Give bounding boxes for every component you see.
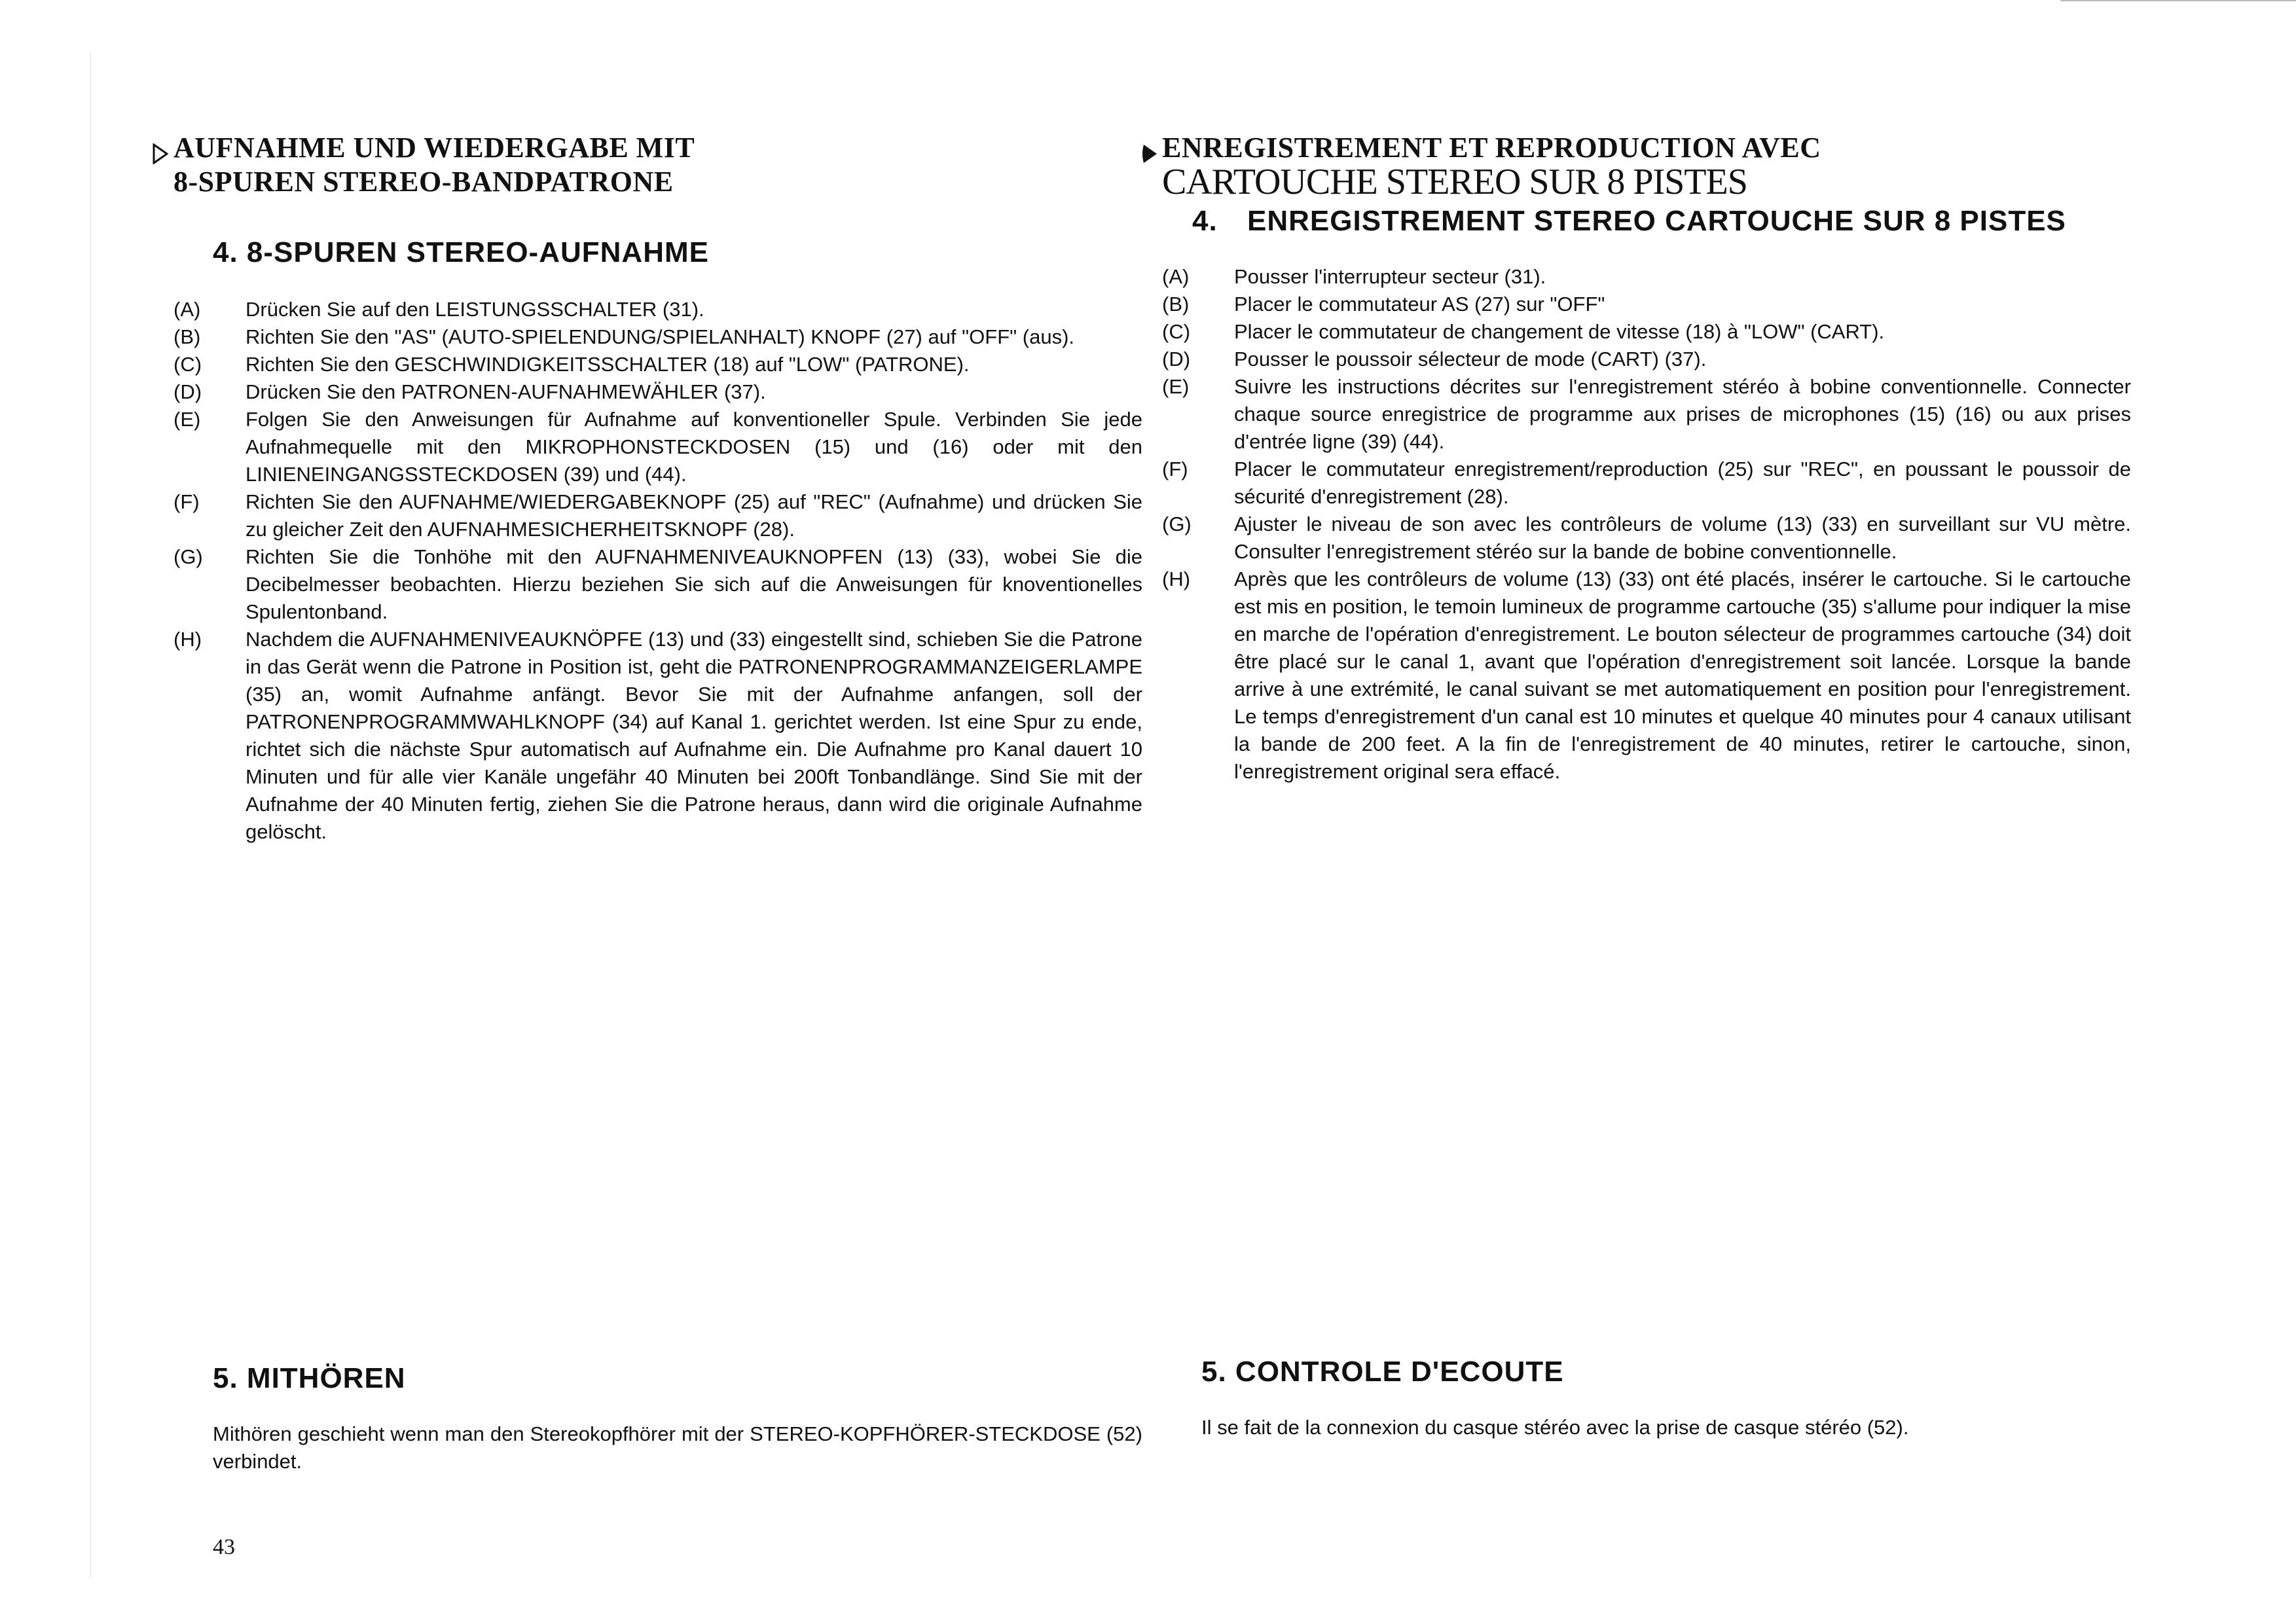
step-text: Richten Sie den GESCHWINDIGKEITSSCHALTER (18) auf "LOW" (PATRONE). — [246, 353, 970, 376]
list-item — [173, 351, 1142, 378]
step-label: (D) — [173, 380, 202, 403]
step-text: Placer le commutateur de changement de vitesse (18) à "LOW" (CART). — [1234, 320, 1885, 343]
step-text: Richten Sie die Tonhöhe mit den AUFNAHMENIVEAUKNOPFEN (13) (33), wobei Sie die Decibelmesser beobachten. Hierzu beziehen Sie sich auf die Anweisungen für knoventionelles Spulentonband. — [246, 545, 1142, 623]
step-text: Suivre les instructions décrites sur l'enregistrement stéréo à bobine conventionnelle. Connecter chaque source enregistrice de programme aux prises de microphones (15) (16) ou aux prises d'entrée ligne (39) (44). — [1234, 375, 2131, 453]
step-label: (F) — [1162, 458, 1188, 480]
french-column — [1162, 131, 2131, 785]
step-label: (A) — [173, 298, 201, 321]
step-label: (C) — [1162, 320, 1191, 343]
step-text: Richten Sie den "AS" (AUTO-SPIELENDUNG/SPIELANHALT) KNOPF (27) auf "OFF" (aus). — [246, 325, 1075, 348]
list-item — [173, 406, 1142, 488]
step-text: Placer le commutateur AS (27) sur "OFF" — [1234, 293, 1605, 316]
step-text: Drücken Sie den PATRONEN-AUFNAHMEWÄHLER (37). — [246, 380, 766, 403]
list-item — [173, 626, 1142, 846]
page-number: 43 — [213, 1535, 235, 1559]
french-section5-title: 5. CONTROLE D'ECOUTE — [1201, 1356, 1564, 1388]
scan-edge-line — [90, 52, 91, 1578]
step-label: (H) — [173, 628, 202, 651]
list-item — [1162, 318, 2131, 346]
step-text: Ajuster le niveau de son avec les contrôleurs de volume (13) (33) en surveillant sur VU mètre. Consulter l'enregistrement stéréo sur la bande de bobine conventionnelle. — [1234, 513, 2131, 563]
french-section5-text: Il se fait de la connexion du casque stéréo avec la prise de casque stéréo (52). — [1201, 1416, 1909, 1439]
list-item — [173, 323, 1142, 351]
top-edge-rule — [2060, 0, 2296, 1]
step-text: Placer le commutateur enregistrement/reproduction (25) sur "REC", en poussant le poussoir de sécurité d'enregistrement (28). — [1234, 458, 2131, 508]
step-text: Drücken Sie auf den LEISTUNGSSCHALTER (31). — [246, 298, 704, 321]
french-title-line1: ENREGISTREMENT ET REPRODUCTION AVEC — [1162, 132, 1821, 164]
french-section4-number: 4. — [1192, 205, 1218, 237]
step-text: Pousser le poussoir sélecteur de mode (CART) (37). — [1234, 348, 1707, 370]
list-item — [173, 296, 1142, 323]
german-title-line2: 8-SPUREN STEREO-BANDPATRONE — [173, 166, 674, 198]
step-label: (B) — [173, 325, 201, 348]
step-label: (D) — [1162, 348, 1191, 370]
french-section4-heading: ENREGISTREMENT STEREO CARTOUCHE SUR 8 PISTES — [1247, 205, 2066, 237]
step-label: (E) — [1162, 375, 1190, 398]
german-section5-title: 5. MITHÖREN — [213, 1362, 406, 1394]
step-label: (B) — [1162, 293, 1190, 316]
list-item — [173, 488, 1142, 543]
filled-arrow-icon — [1141, 136, 1157, 157]
step-text: Richten Sie den AUFNAHME/WIEDERGABEKNOPF (25) auf "REC" (Aufnahme) und drücken Sie zu gleicher Zeit den AUFNAHMESICHERHEITSKNOPF (28). — [246, 490, 1142, 541]
list-item — [1162, 263, 2131, 291]
german-title-line1: AUFNAHME UND WIEDERGABE MIT — [173, 132, 695, 164]
french-steps-list — [1162, 263, 2131, 785]
step-label: (E) — [173, 408, 201, 431]
step-label: (C) — [173, 353, 202, 376]
list-item — [1162, 511, 2131, 566]
step-text: Après que les contrôleurs de volume (13) (33) ont été placés, insérer le cartouche. Si le cartouche est mis en position, le temoin lumineux de programme cartouche (35) s'allume pour indiquer la mise en marche de l'opération d'enregistrement. Le bouton sélecteur de programmes cartouche (34) doit être placé sur le canal 1, avant que l'opération d'enregistrement soit lancée. Lorsque la bande arrive à une extrémité, le canal suivant se met automatiquement en position pour l'enregistrement. Le temps d'enregistrement d'un canal est 10 minutes et quelque 40 minutes pour 4 canaux utilisant la bande de 200 feet. A la fin de l'enregistrement de 40 minutes, retirer le cartouche, sinon, l'enregistrement original sera effacé. — [1234, 568, 2131, 783]
list-item — [1162, 566, 2131, 785]
step-text: Pousser l'interrupteur secteur (31). — [1234, 265, 1546, 288]
outline-triangle-icon — [153, 136, 168, 157]
list-item — [173, 378, 1142, 406]
french-section4-title — [1192, 204, 2131, 238]
step-label: (H) — [1162, 568, 1191, 590]
french-chapter-title — [1162, 131, 2131, 202]
list-item — [1162, 291, 2131, 318]
french-section5 — [1162, 1355, 2144, 1441]
german-column — [173, 131, 1142, 846]
french-title-line2: CARTOUCHE STEREO SUR 8 PISTES — [1162, 162, 1747, 202]
german-section5-text: Mithören geschieht wenn man den Stereokopfhörer mit der STEREO-KOPFHÖRER-STECKDOSE (52) verbindet. — [213, 1422, 1142, 1473]
step-text: Nachdem die AUFNAHMENIVEAUKNÖPFE (13) und (33) eingestellt sind, schieben Sie die Patrone in das Gerät wenn die Patrone in Position ist, geht die PATRONENPROGRAMMANZEIGERLAMPE (35) an, womit Aufnahme anfängt. Bevor Sie mit der Aufnahme anfangen, soll der PATRONENPROGRAMMWAHLKNOPF (34) auf Kanal 1. gerichtet werden. Ist eine Spur zu ende, richtet sich die nächste Spur automatisch auf Aufnahme ein. Die Aufnahme pro Kanal dauert 10 Minuten und für alle vier Kanäle ungefähr 40 Minuten bei 200ft Tonbandlänge. Sind Sie mit der Aufnahme der 40 Minuten fertig, ziehen Sie die Patrone heraus, dann wird die originale Aufnahme gelöscht. — [246, 628, 1142, 843]
step-label: (G) — [173, 545, 203, 568]
step-label: (A) — [1162, 265, 1190, 288]
german-chapter-title — [173, 131, 1142, 199]
list-item — [1162, 456, 2131, 511]
step-label: (G) — [1162, 513, 1192, 535]
german-section4-title: 4. 8-SPUREN STEREO-AUFNAHME — [213, 236, 709, 268]
step-label: (F) — [173, 490, 200, 513]
list-item — [1162, 346, 2131, 373]
list-item — [1162, 373, 2131, 456]
german-section5 — [173, 1362, 1142, 1475]
german-steps-list — [173, 296, 1142, 846]
list-item — [173, 543, 1142, 626]
step-text: Folgen Sie den Anweisungen für Aufnahme auf konventioneller Spule. Verbinden Sie jede Aufnahmequelle mit den MIKROPHONSTECKDOSEN (15) und (16) oder mit den LINIENEINGANGSSTECKDOSEN (39) und (44). — [246, 408, 1142, 486]
